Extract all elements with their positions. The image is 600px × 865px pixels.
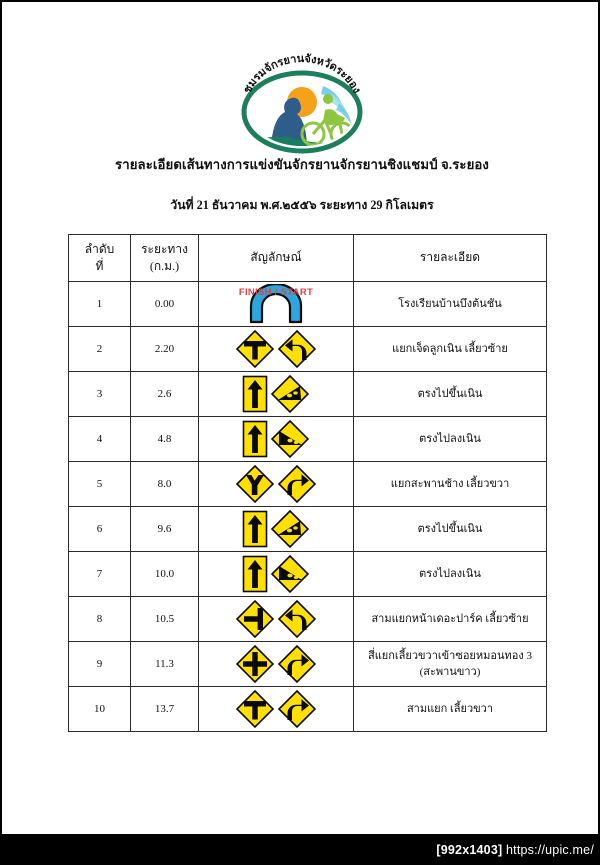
row-number: 6 (69, 507, 131, 552)
page-title: รายละเอียดเส้นทางการแข่งขันจักรยานจักรยานชิงแชมป์ จ.ระยอง (115, 157, 489, 172)
table-row (69, 507, 547, 552)
row-detail-line1: โรงเรียนบ้านบึงต้นชัน (398, 297, 502, 310)
row-symbols (199, 597, 354, 642)
logo-curved-text: ชมรมจักรยานจังหวัดระยอง (241, 52, 363, 96)
row-distance: 11.3 (131, 642, 199, 687)
row-detail-line1: แยกเจ็ดลูกเนิน เลี้ยวซ้าย (392, 342, 508, 355)
image-dimensions: [992x1403] (436, 843, 503, 857)
column-header-distance-line1: ระยะทาง (141, 241, 188, 256)
row-detail (354, 282, 547, 327)
straight-ahead-sign-icon (242, 555, 268, 593)
row-detail-line1: แยกสะพานช้าง เลี้ยวขวา (390, 477, 510, 490)
row-distance: 2.6 (131, 372, 199, 417)
row-detail-line1: สามแยก เลี้ยวขวา (406, 702, 494, 715)
steep-downhill-sign-icon (270, 554, 310, 594)
row-distance: 4.8 (131, 417, 199, 462)
row-distance: 13.7 (131, 687, 199, 732)
t-junction-sign-icon (235, 329, 275, 369)
row-symbols (199, 372, 354, 417)
turn-right-sign-icon (277, 689, 317, 729)
straight-ahead-sign-icon (242, 420, 268, 458)
row-detail-line1: ตรงไปลงเนิน (419, 432, 481, 445)
t-junction-sign-icon (235, 689, 275, 729)
column-header-no-line1: ลำดับ (84, 241, 115, 256)
steep-uphill-sign-icon (270, 374, 310, 414)
row-number: 3 (69, 372, 131, 417)
table-header-row (69, 235, 547, 282)
steep-uphill-sign-icon (270, 509, 310, 549)
table-row (69, 552, 547, 597)
row-detail-line1: ตรงไปขึ้นเนิน (417, 522, 483, 535)
row-symbols (199, 282, 354, 327)
turn-right-sign-icon (277, 464, 317, 504)
row-detail (354, 327, 547, 372)
column-header-distance (131, 235, 199, 282)
table-row (69, 687, 547, 732)
row-distance: 10.5 (131, 597, 199, 642)
watermark-url: https://upic.me/ (506, 843, 594, 857)
straight-ahead-sign-icon (242, 375, 268, 413)
table-row (69, 597, 547, 642)
table-row (69, 417, 547, 462)
row-symbols (199, 462, 354, 507)
row-distance: 2.20 (131, 327, 199, 372)
route-details-table (68, 234, 547, 732)
row-detail (354, 642, 547, 687)
start-finish-label: FINISH / START (238, 287, 314, 298)
document-sheet (6, 6, 598, 836)
page-subtitle: วันที่ 21 ธันวาคม พ.ศ.๒๕๕๖ ระยะทาง 29 กิโลเมตร (170, 198, 434, 212)
row-number: 9 (69, 642, 131, 687)
row-number: 4 (69, 417, 131, 462)
row-detail (354, 597, 547, 642)
row-distance: 9.6 (131, 507, 199, 552)
straight-ahead-sign-icon (242, 510, 268, 548)
table-row (69, 372, 547, 417)
row-symbols (199, 327, 354, 372)
row-detail (354, 687, 547, 732)
row-detail-line1: สามแยกหน้าเดอะปาร์ค เลี้ยวซ้าย (371, 612, 529, 625)
row-symbols (199, 417, 354, 462)
table-row (69, 282, 547, 327)
row-symbols (199, 552, 354, 597)
table-row (69, 327, 547, 372)
crossroads-sign-icon (235, 644, 275, 684)
row-detail (354, 417, 547, 462)
column-header-no (69, 235, 131, 282)
turn-left-sign-icon (277, 329, 317, 369)
start-finish-gate-icon (243, 284, 309, 324)
row-number: 7 (69, 552, 131, 597)
column-header-detail: รายละเอียด (354, 235, 547, 282)
row-distance: 8.0 (131, 462, 199, 507)
row-distance: 0.00 (131, 282, 199, 327)
table-row (69, 642, 547, 687)
row-number: 5 (69, 462, 131, 507)
row-number: 1 (69, 282, 131, 327)
side-road-left-junction-sign-icon (235, 599, 275, 639)
row-detail (354, 372, 547, 417)
row-symbols (199, 507, 354, 552)
row-detail (354, 462, 547, 507)
row-number: 8 (69, 597, 131, 642)
row-detail-line2: (สะพานขาว) (419, 666, 481, 678)
column-header-distance-line2: (ก.ม.) (149, 259, 180, 273)
watermark (436, 843, 594, 857)
row-detail (354, 507, 547, 552)
table-row (69, 462, 547, 507)
turn-left-sign-icon (277, 599, 317, 639)
row-symbols (199, 687, 354, 732)
row-distance: 10.0 (131, 552, 199, 597)
row-detail-line1: ตรงไปขึ้นเนิน (417, 387, 483, 400)
turn-right-sign-icon (277, 644, 317, 684)
row-number: 2 (69, 327, 131, 372)
column-header-no-line2: ที่ (95, 259, 104, 273)
column-header-symbol: สัญลักษณ์ (199, 235, 354, 282)
row-detail-line1: ตรงไปลงเนิน (419, 567, 481, 580)
y-junction-sign-icon (235, 464, 275, 504)
row-detail (354, 552, 547, 597)
steep-downhill-sign-icon (270, 419, 310, 459)
row-number: 10 (69, 687, 131, 732)
club-logo (227, 42, 377, 154)
footer-bar (2, 834, 600, 863)
row-detail-line1: สี่แยกเลี้ยวขวาเข้าซอยหมอนทอง 3 (368, 649, 532, 662)
row-symbols (199, 642, 354, 687)
